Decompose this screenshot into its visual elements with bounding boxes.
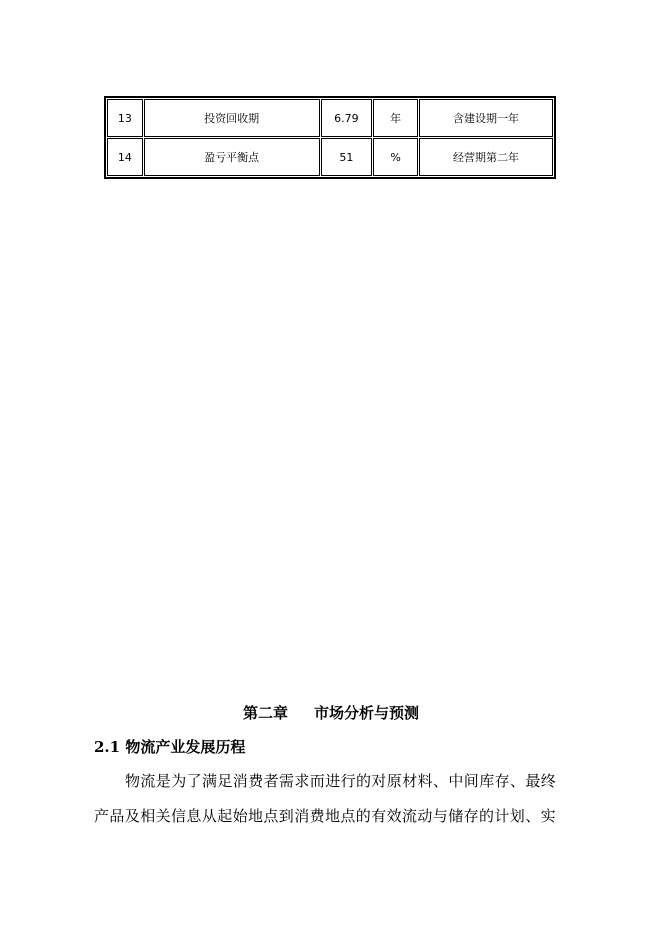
financial-indicator-table [104, 96, 556, 179]
paragraph-line: 产品及相关信息从起始地点到消费地点的有效流动与储存的计划、实 [94, 807, 557, 825]
paragraph-line: 物流是为了满足消费者需求而进行的对原材料、中间库存、最终 [125, 772, 557, 790]
section-heading: 2.1 物流产业发展历程 [94, 738, 246, 756]
table-row [107, 99, 553, 137]
chapter-number: 第二章 [242, 704, 288, 722]
indicator-value-cell: 51 [321, 138, 373, 176]
row-number-cell: 13 [107, 99, 143, 137]
indicator-name-cell: 投资回收期 [144, 99, 320, 137]
chapter-heading [0, 702, 662, 723]
indicator-note-cell: 经营期第二年 [419, 138, 553, 176]
indicator-unit-cell: 年 [373, 99, 418, 137]
indicator-name-cell: 盈亏平衡点 [144, 138, 320, 176]
indicator-unit-cell: % [373, 138, 418, 176]
indicator-value-cell: 6.79 [321, 99, 373, 137]
row-number-cell: 14 [107, 138, 143, 176]
indicator-note-cell: 含建设期一年 [419, 99, 553, 137]
table-row [107, 138, 553, 176]
chapter-title: 市场分析与预测 [314, 704, 420, 722]
